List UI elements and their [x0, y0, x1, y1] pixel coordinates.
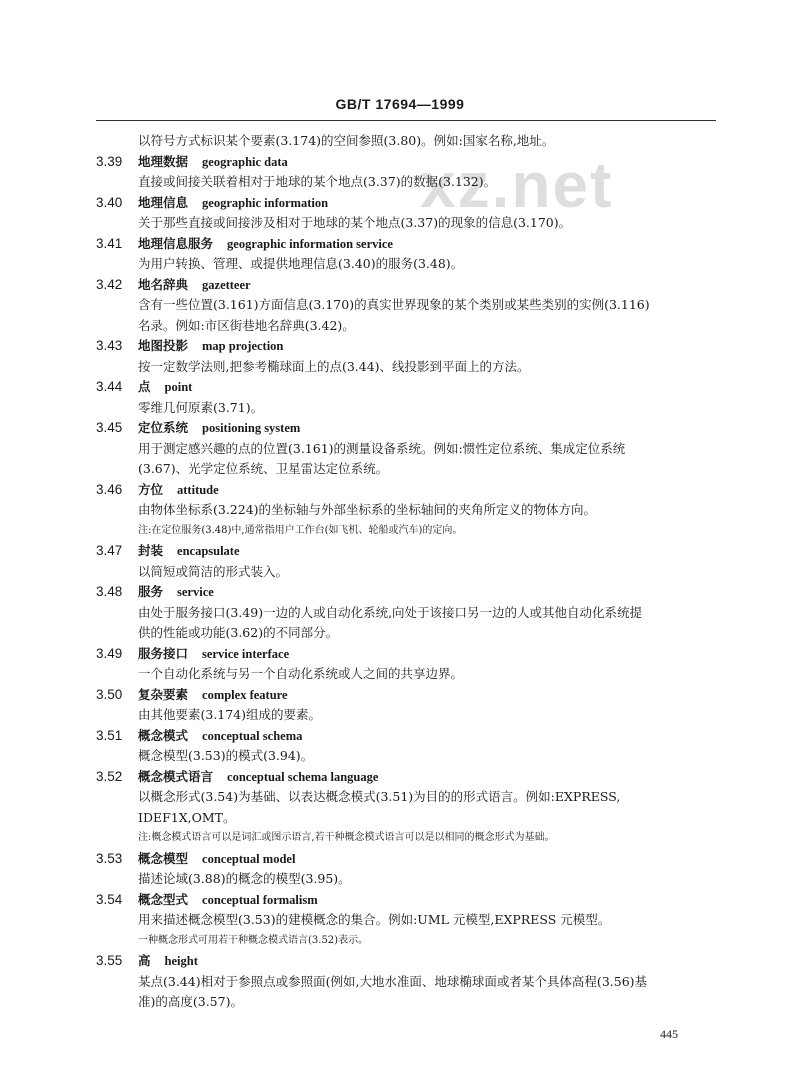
entry-number: 3.44	[96, 379, 123, 394]
entry-term-en: conceptual model	[202, 851, 296, 866]
document-body	[96, 131, 714, 1013]
continuation-line: 以符号方式标识某个要素(3.174)的空间参照(3.80)。例如:国家名称,地址。	[138, 133, 555, 148]
entry-term-en: conceptual schema	[202, 728, 303, 743]
entry-term-en: positioning system	[202, 421, 301, 435]
entry-number: 3.55	[96, 953, 123, 968]
entry-title	[96, 336, 714, 357]
entry-number: 3.49	[96, 645, 123, 661]
entry-term-en: gazetteer	[202, 277, 251, 292]
entry-term-zh: 高	[138, 953, 151, 968]
glossary-entry	[96, 418, 714, 480]
entry-term-zh: 服务接口	[138, 645, 189, 661]
definition-line: 供的性能或功能(3.62)的不同部分。	[138, 625, 339, 640]
definition-line: 由物体坐标系(3.224)的坐标轴与外部坐标系的坐标轴间的夹角所定义的物体方向。	[138, 502, 597, 517]
definition-line: 概念模型(3.53)的模式(3.94)。	[138, 748, 314, 763]
entry-title	[96, 767, 714, 788]
definition-line: 准)的高度(3.57)。	[138, 994, 243, 1009]
glossary-entry	[96, 152, 714, 193]
entry-title	[96, 726, 714, 747]
definition-line: 一个自动化系统与另一个自动化系统或人之间的共享边界。	[138, 666, 464, 681]
entry-term-en: encapsulate	[177, 544, 240, 558]
entry-term-zh: 概念模式语言	[138, 768, 214, 784]
definition-line: 用来描述概念模型(3.53)的建模概念的集合。例如:UML 元模型,EXPRESS 元模型。	[138, 912, 611, 927]
entry-title	[96, 582, 714, 603]
glossary-entry	[96, 377, 714, 418]
entry-number: 3.42	[96, 276, 123, 292]
definition-line: IDEF1X,OMT。	[138, 809, 236, 825]
entry-term-en: service interface	[202, 646, 290, 661]
glossary-entry	[96, 582, 714, 644]
definition-line: 按一定数学法则,把参考椭球面上的点(3.44)、线投影到平面上的方法。	[138, 358, 530, 374]
entry-term-zh: 概念型式	[138, 891, 189, 907]
glossary-entry	[96, 951, 714, 1013]
entry-number: 3.51	[96, 727, 123, 743]
glossary-entry	[96, 234, 714, 275]
entry-term-zh: 复杂要素	[138, 686, 189, 702]
glossary-entry	[96, 849, 714, 890]
glossary-entry	[96, 541, 714, 582]
entry-title	[96, 152, 714, 173]
definition-line: 某点(3.44)相对于参照点或参照面(例如,大地水准面、地球椭球面或者某个具体高程(3.56)基	[138, 973, 648, 989]
entry-number: 3.43	[96, 338, 123, 353]
definition-line: 以概念形式(3.54)为基础、以表达概念模式(3.51)为目的的形式语言。例如:EXPRESS,	[138, 789, 621, 804]
entry-number: 3.53	[96, 850, 123, 866]
glossary-entry	[96, 275, 714, 337]
entry-number: 3.46	[96, 481, 123, 497]
glossary-entry	[96, 480, 714, 542]
entry-title	[96, 890, 714, 911]
entry-number: 3.52	[96, 768, 123, 784]
definition-line: 由处于服务接口(3.49)一边的人或自动化系统,向处于该接口另一边的人或其他自动化系统提	[138, 604, 643, 620]
entry-term-zh: 地名辞典	[138, 276, 189, 292]
entry-title	[96, 193, 714, 214]
glossary-entry	[96, 193, 714, 234]
entry-term-en: height	[164, 954, 198, 968]
glossary-entry	[96, 644, 714, 685]
entry-term-en: conceptual formalism	[202, 892, 318, 907]
entry-title	[96, 377, 714, 398]
entry-term-en: conceptual schema language	[227, 769, 379, 784]
entry-title	[96, 685, 714, 706]
definition-line: 直接或间接关联着相对于地球的某个地点(3.37)的数据(3.132)。	[138, 174, 497, 189]
definition-line: 零维几何原素(3.71)。	[138, 399, 264, 415]
entry-term-zh: 定位系统	[138, 420, 189, 435]
entry-number: 3.40	[96, 194, 123, 210]
glossary-entry	[96, 336, 714, 377]
entry-title	[96, 234, 714, 255]
entry-number: 3.47	[96, 543, 123, 558]
glossary-entries	[96, 152, 714, 1013]
definition-line: 关于那些直接或间接涉及相对于地球的某个地点(3.37)的现象的信息(3.170)。	[138, 215, 572, 230]
glossary-entry	[96, 726, 714, 767]
glossary-entry	[96, 890, 714, 952]
entry-term-en: attitude	[177, 482, 219, 497]
definition-line: 用于测定感兴趣的点的位置(3.161)的测量设备系统。例如:惯性定位系统、集成定位系统	[138, 440, 626, 456]
entry-title	[96, 275, 714, 296]
entry-term-zh: 地理信息	[138, 194, 189, 210]
entry-number: 3.50	[96, 686, 123, 702]
entry-term-en: geographic data	[202, 154, 288, 169]
definition-line: 描述论域(3.88)的概念的模型(3.95)。	[138, 871, 351, 886]
entry-term-zh: 服务	[138, 584, 164, 599]
entry-title	[96, 418, 714, 439]
entry-title	[96, 849, 714, 870]
entry-term-en: geographic information service	[227, 236, 393, 251]
entry-term-zh: 地理数据	[138, 153, 189, 169]
watermark: xz.net	[420, 149, 614, 221]
entry-term-zh: 点	[138, 379, 151, 394]
entry-term-en: point	[164, 380, 193, 394]
entry-number: 3.41	[96, 235, 123, 251]
glossary-entry	[96, 767, 714, 849]
entry-term-en: complex feature	[202, 687, 288, 702]
definition-line: 含有一些位置(3.161)方面信息(3.170)的真实世界现象的某个类别或某些类别的实例(3.116)	[138, 297, 650, 312]
entry-title	[96, 644, 714, 665]
definition-line: 以简短或简洁的形式装入。	[138, 563, 289, 579]
entry-number: 3.45	[96, 420, 123, 435]
glossary-entry	[96, 685, 714, 726]
entry-term-en: map projection	[202, 339, 284, 353]
page-number: 445	[660, 1027, 678, 1041]
entry-term-zh: 地理信息服务	[138, 235, 214, 251]
header-rule	[96, 120, 716, 121]
entry-term-zh: 概念模型	[138, 850, 189, 866]
entry-title	[96, 951, 714, 972]
entry-term-en: geographic information	[202, 195, 329, 210]
entry-note: 一种概念形式可用若干种概念模式语言(3.52)表示。	[138, 934, 369, 946]
entry-number: 3.39	[96, 153, 123, 169]
entry-term-zh: 方位	[138, 481, 164, 497]
entry-title	[96, 541, 714, 562]
entry-number: 3.48	[96, 584, 123, 599]
definition-line: 名录。例如:市区街巷地名辞典(3.42)。	[138, 317, 355, 333]
entry-note: 注:在定位服务(3.48)中,通常指用户工作台(如飞机、轮船或汽车)的定向。	[138, 524, 463, 536]
entry-note: 注:概念模式语言可以是词汇或图示语言,若干种概念模式语言可以是以相同的概念形式为基础。	[138, 832, 555, 843]
definition-line: 由其他要素(3.174)组成的要素。	[138, 707, 322, 722]
definition-line: 为用户转换、管理、或提供地理信息(3.40)的服务(3.48)。	[138, 256, 464, 271]
entry-number: 3.54	[96, 891, 123, 907]
entry-term-en: service	[177, 585, 214, 599]
entry-title	[96, 480, 714, 501]
definition-line: (3.67)、光学定位系统、卫星雷达定位系统。	[138, 461, 389, 476]
entry-term-zh: 概念模式	[138, 727, 189, 743]
running-header: GB/T 17694—1999	[335, 96, 465, 112]
entry-term-zh: 地图投影	[138, 338, 189, 353]
entry-term-zh: 封装	[138, 543, 164, 558]
